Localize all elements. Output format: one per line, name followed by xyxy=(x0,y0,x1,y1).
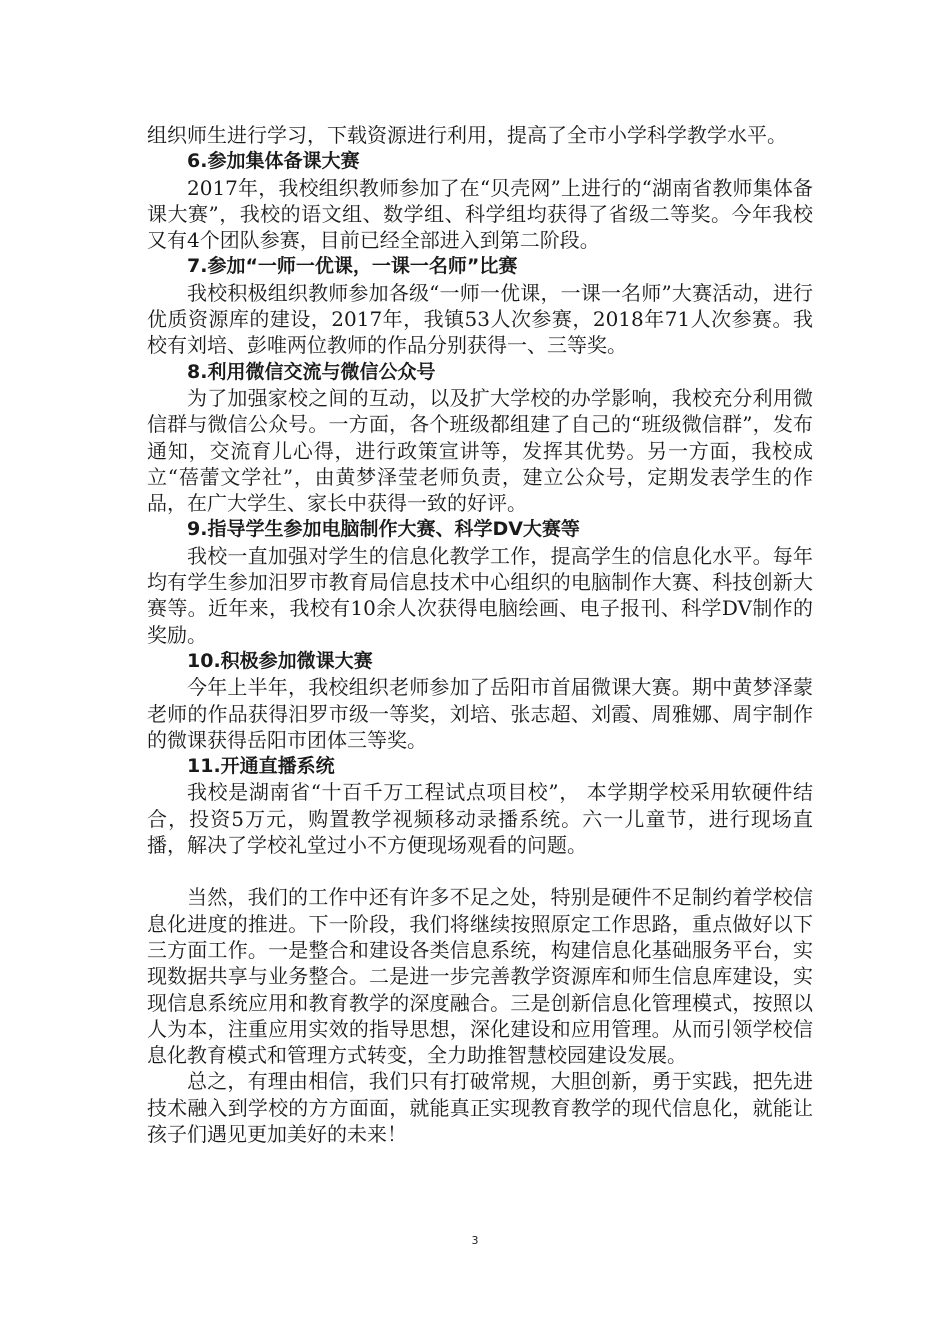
body-paragraph: 总之，有理由相信，我们只有打破常规，大胆创新，勇于实践，把先进技术融入到学校的方方面面，就能真正实现教育教学的现代信息化，就能让孩子们遇见更加美好的未来！ xyxy=(147,1069,813,1146)
body-paragraph: 我校积极组织教师参加各级“一师一优课，一课一名师”大赛活动，进行优质资源库的建设，2017年，我镇53人次参赛，2018年71人次参赛。我校有刘培、彭唯两位教师的作品分别获得一、三等奖。 xyxy=(147,280,813,358)
section-heading: 10.积极参加微课大赛 xyxy=(187,649,373,672)
body-paragraph: 组织师生进行学习，下载资源进行利用，提高了全市小学科学教学水平。 xyxy=(147,123,787,147)
blank-line xyxy=(147,858,813,884)
section-heading: 9.指导学生参加电脑制作大赛、科学DV大赛等 xyxy=(187,518,580,541)
body-paragraph: 为了加强家校之间的互动，以及扩大学校的办学影响，我校充分利用微信群与微信公众号。一方面，各个班级都组建了自己的“班级微信群”，发布通知，交流育儿心得，进行政策宣讲等，发挥其优势。另一方面，我校成立“蓓蕾文学社”，由黄梦泽莹老师负责，建立公众号，定期发表学生的作品，在广大学生、家长中获得一致的好评。 xyxy=(147,385,813,516)
body-paragraph: 2017年，我校组织教师参加了在“贝壳网”上进行的“湖南省教师集体备课大赛”，我校的语文组、数学组、科学组均获得了省级二等奖。今年我校又有4个团队参赛，目前已经全部进入到第二阶段。 xyxy=(147,175,813,253)
section-heading: 8.利用微信交流与微信公众号 xyxy=(187,360,436,383)
document-body xyxy=(147,122,813,1147)
body-paragraph: 我校一直加强对学生的信息化教学工作，提高学生的信息化水平。每年均有学生参加汨罗市教育局信息技术中心组织的电脑制作大赛、科技创新大赛等。近年来，我校有10余人次获得电脑绘画、电子报刊、科学DV制作的奖励。 xyxy=(147,543,813,647)
body-paragraph: 今年上半年，我校组织老师参加了岳阳市首届微课大赛。期中黄梦泽蒙老师的作品获得汨罗市级一等奖，刘培、张志超、刘霞、周雅娜、周宇制作的微课获得岳阳市团体三等奖。 xyxy=(147,675,813,752)
page-number: 3 xyxy=(471,1234,479,1247)
section-heading: 11.开通直播系统 xyxy=(187,755,335,778)
body-paragraph: 我校是湖南省“十百千万工程试点项目校”， 本学期学校采用软硬件结合，投资5万元，购置教学视频移动录播系统。六一儿童节，进行现场直播，解决了学校礼堂过小不方便现场观看的问题。 xyxy=(147,780,813,858)
section-heading: 7.参加“一师一优课，一课一名师”比赛 xyxy=(187,255,518,278)
section-heading: 6.参加集体备课大赛 xyxy=(187,150,360,173)
body-paragraph: 当然，我们的工作中还有许多不足之处，特别是硬件不足制约着学校信息化进度的推进。下一阶段，我们将继续按照原定工作思路，重点做好以下三方面工作。一是整合和建设各类信息系统，构建信息化基础服务平台，实现数据共享与业务整合。二是进一步完善教学资源库和师生信息库建设，实现信息系统应用和教育教学的深度融合。三是创新信息化管理模式，按照以人为本，注重应用实效的指导思想，深化建设和应用管理。从而引领学校信息化教育模式和管理方式转变，全力助推智慧校园建设发展。 xyxy=(147,885,813,1068)
